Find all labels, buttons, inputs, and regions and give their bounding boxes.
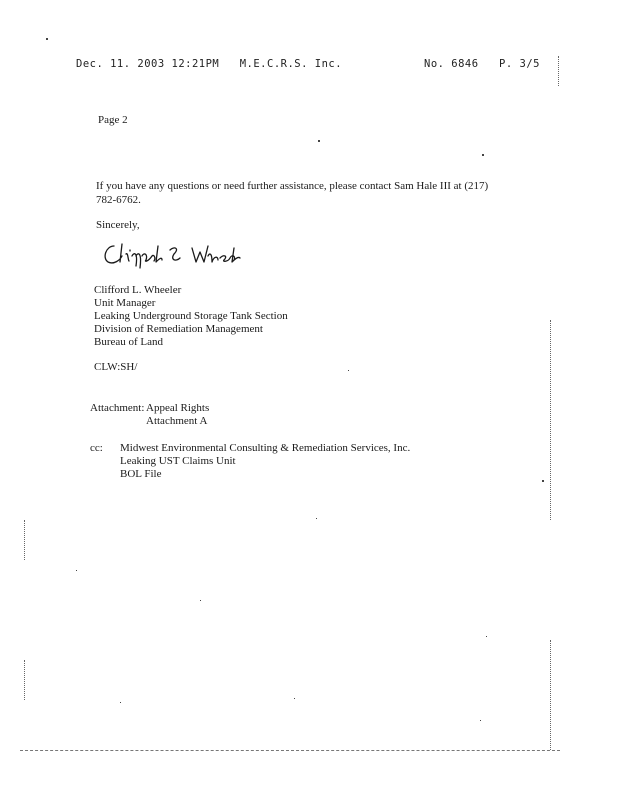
page-label: Page 2 [98,114,128,126]
scan-edge-mark [24,660,25,700]
cc-recipient: BOL File [120,468,162,480]
attachment-label: Attachment: [90,402,145,414]
body-paragraph: If you have any questions or need further assistance, please contact Sam Hale III at (217) 782-6762. [96,180,489,206]
cc-recipient: Midwest Environmental Consulting & Remediation Services, Inc. [120,442,411,454]
attachment-item: Attachment A [146,415,208,427]
scan-speck [316,518,317,519]
scan-speck [318,140,320,142]
scan-speck [200,600,201,601]
scan-speck [482,154,484,156]
scan-bottom-edge [20,750,560,751]
cc-label: cc: [90,442,103,454]
signer-section: Leaking Underground Storage Tank Section [94,310,288,322]
scan-speck [480,720,481,721]
fax-header-left: Dec. 11. 2003 12:21PM M.E.C.R.S. Inc. [76,58,343,70]
scan-edge-mark [558,56,559,86]
signature [100,236,250,275]
signer-title: Unit Manager [94,297,156,309]
signer-bureau: Bureau of Land [94,336,164,348]
scan-speck [486,636,487,637]
scan-edge-mark [550,320,551,520]
signature-icon [100,236,250,270]
scan-speck [46,38,48,40]
cc-recipient: Leaking UST Claims Unit [120,455,236,467]
scan-edge-mark [24,520,25,560]
closing: Sincerely, [96,219,140,231]
signer-name: Clifford L. Wheeler [94,284,182,296]
scan-speck [542,480,544,482]
scan-speck [348,370,349,371]
scan-speck [76,570,77,571]
initials: CLW:SH/ [94,361,138,373]
attachment-item: Appeal Rights [146,402,210,414]
scan-speck [120,702,121,703]
signer-division: Division of Remediation Management [94,323,263,335]
scan-edge-mark [550,640,551,750]
fax-header-right: No. 6846 P. 3/5 [424,58,540,70]
scan-speck [294,698,295,699]
